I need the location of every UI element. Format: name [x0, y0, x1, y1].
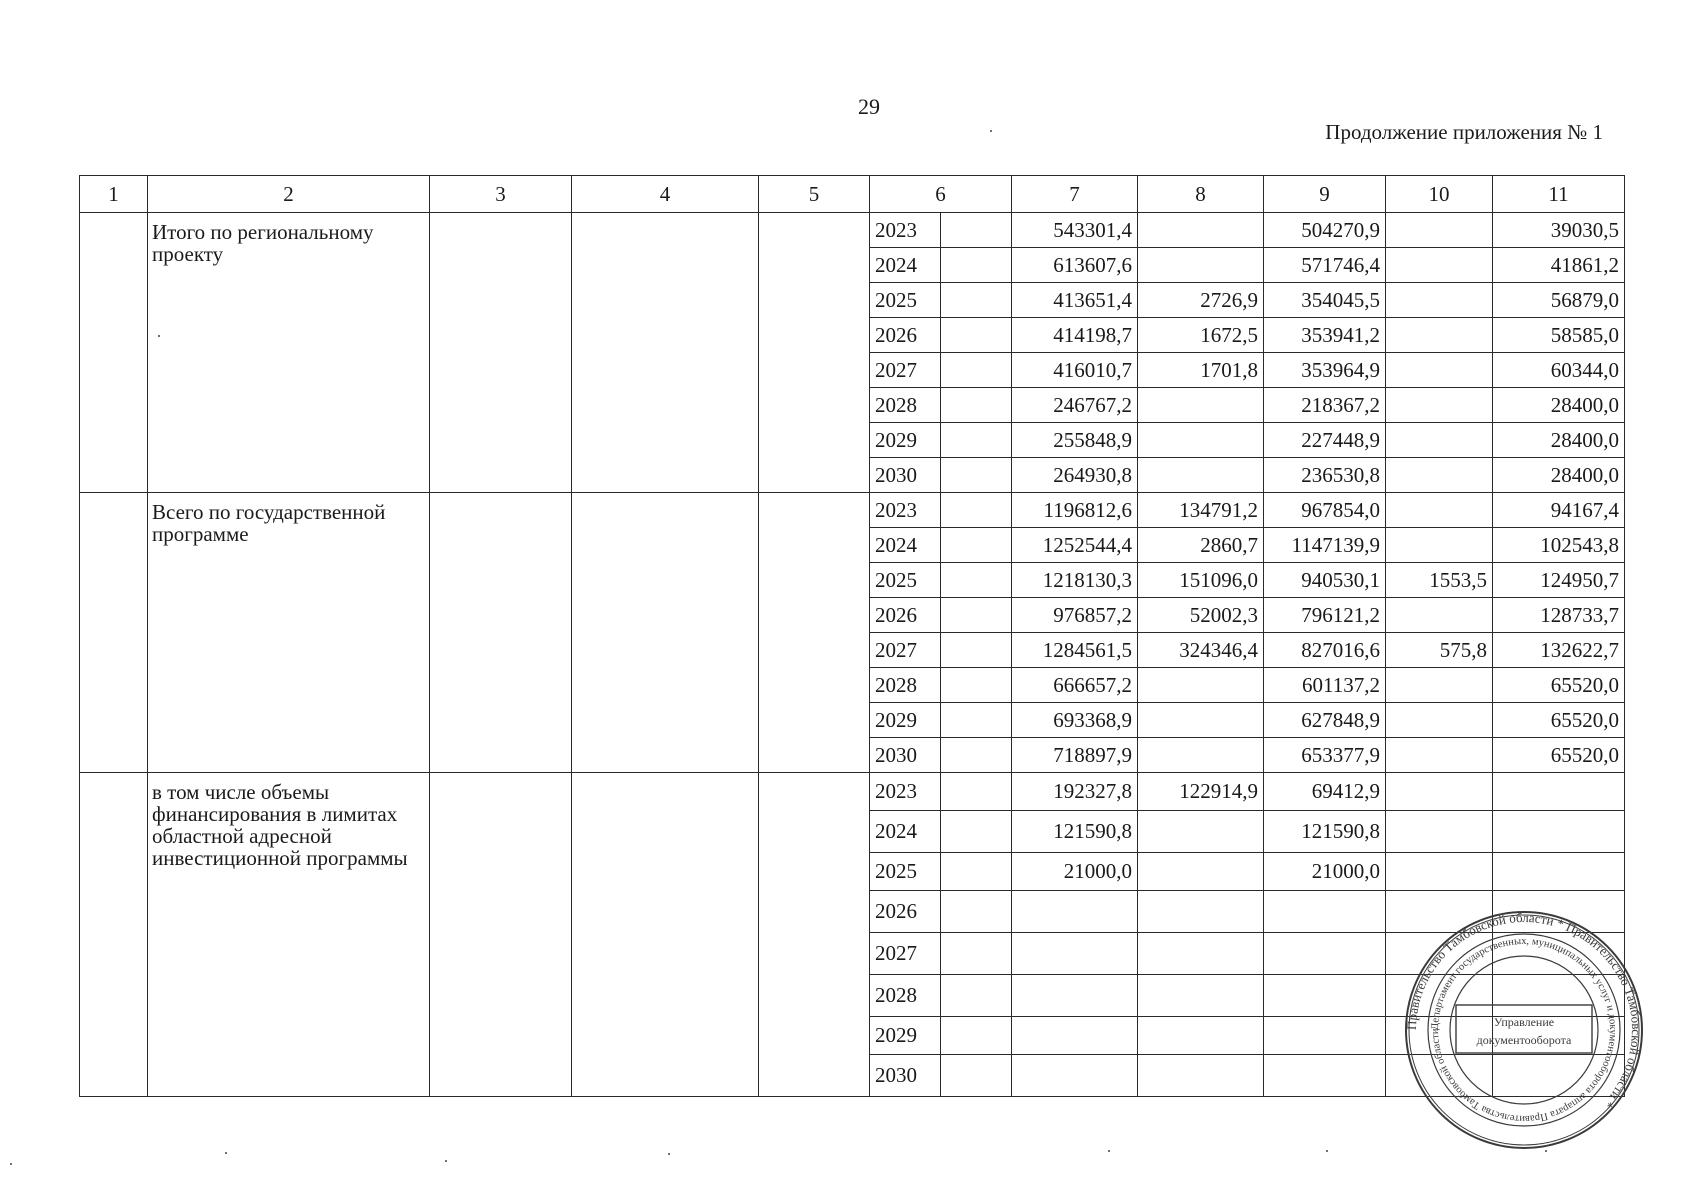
value-col9: 627848,9 — [1264, 703, 1386, 738]
value-col11: 102543,8 — [1493, 528, 1625, 563]
blank-cell — [941, 668, 1012, 703]
value-col10 — [1386, 598, 1493, 633]
year-cell: 2025 — [870, 283, 941, 318]
year-cell: 2028 — [870, 388, 941, 423]
value-col10: 1553,5 — [1386, 563, 1493, 598]
value-col7 — [1012, 1055, 1138, 1097]
value-col7: 414198,7 — [1012, 318, 1138, 353]
value-col10 — [1386, 213, 1493, 248]
value-col11: 65520,0 — [1493, 668, 1625, 703]
value-col8 — [1138, 975, 1264, 1017]
col-header-2: 2 — [148, 176, 430, 213]
col3-cell — [430, 213, 572, 493]
stamp-center-line-2: документооборота — [1476, 1033, 1572, 1047]
value-col11: 60344,0 — [1493, 353, 1625, 388]
section-label: Всего по государственной программе — [148, 493, 430, 773]
value-col10: 575,8 — [1386, 633, 1493, 668]
value-col9 — [1264, 933, 1386, 975]
value-col9: 967854,0 — [1264, 493, 1386, 528]
blank-cell — [941, 528, 1012, 563]
value-col7 — [1012, 933, 1138, 975]
blank-cell — [941, 458, 1012, 493]
year-cell: 2024 — [870, 528, 941, 563]
appendix-continuation-note: Продолжение приложения № 1 — [1325, 120, 1603, 144]
blank-cell — [941, 738, 1012, 773]
value-col7: 1196812,6 — [1012, 493, 1138, 528]
value-col7: 1218130,3 — [1012, 563, 1138, 598]
value-col7: 264930,8 — [1012, 458, 1138, 493]
value-col8 — [1138, 933, 1264, 975]
value-col11: 65520,0 — [1493, 703, 1625, 738]
value-col7: 976857,2 — [1012, 598, 1138, 633]
year-cell: 2029 — [870, 423, 941, 458]
value-col11: 124950,7 — [1493, 563, 1625, 598]
table-row — [80, 213, 1625, 248]
value-col10 — [1386, 493, 1493, 528]
value-col11 — [1493, 853, 1625, 891]
value-col7 — [1012, 891, 1138, 933]
value-col9 — [1264, 975, 1386, 1017]
blank-cell — [941, 633, 1012, 668]
value-col7: 666657,2 — [1012, 668, 1138, 703]
value-col8 — [1138, 248, 1264, 283]
table-row — [80, 493, 1625, 528]
year-cell: 2026 — [870, 891, 941, 933]
value-col11: 128733,7 — [1493, 598, 1625, 633]
col1-cell — [80, 213, 148, 493]
value-col8 — [1138, 738, 1264, 773]
page-number: 29 — [858, 94, 880, 119]
value-col7: 192327,8 — [1012, 773, 1138, 811]
value-col7: 718897,9 — [1012, 738, 1138, 773]
value-col7 — [1012, 975, 1138, 1017]
col-header-7: 7 — [1012, 176, 1138, 213]
value-col9: 601137,2 — [1264, 668, 1386, 703]
value-col8: 151096,0 — [1138, 563, 1264, 598]
value-col9: 69412,9 — [1264, 773, 1386, 811]
value-col8 — [1138, 811, 1264, 853]
value-col10 — [1386, 811, 1493, 853]
blank-cell — [941, 563, 1012, 598]
value-col7: 613607,6 — [1012, 248, 1138, 283]
value-col9: 21000,0 — [1264, 853, 1386, 891]
blank-cell — [941, 933, 1012, 975]
value-col10 — [1386, 528, 1493, 563]
value-col7: 1252544,4 — [1012, 528, 1138, 563]
value-col7: 693368,9 — [1012, 703, 1138, 738]
value-col7: 255848,9 — [1012, 423, 1138, 458]
blank-cell — [941, 853, 1012, 891]
blank-cell — [941, 213, 1012, 248]
blank-cell — [941, 283, 1012, 318]
value-col9: 1147139,9 — [1264, 528, 1386, 563]
year-cell: 2028 — [870, 668, 941, 703]
value-col11: 94167,4 — [1493, 493, 1625, 528]
value-col8: 122914,9 — [1138, 773, 1264, 811]
funding-table — [79, 175, 1625, 1097]
value-col7: 416010,7 — [1012, 353, 1138, 388]
value-col11: 56879,0 — [1493, 283, 1625, 318]
value-col10 — [1386, 458, 1493, 493]
value-col10 — [1386, 773, 1493, 811]
value-col7: 543301,4 — [1012, 213, 1138, 248]
value-col8: 52002,3 — [1138, 598, 1264, 633]
value-col8 — [1138, 853, 1264, 891]
year-cell: 2030 — [870, 738, 941, 773]
funding-table-body — [80, 176, 1625, 1097]
value-col9: 571746,4 — [1264, 248, 1386, 283]
value-col11: 28400,0 — [1493, 388, 1625, 423]
year-cell: 2027 — [870, 353, 941, 388]
value-col8: 324346,4 — [1138, 633, 1264, 668]
value-col10 — [1386, 388, 1493, 423]
value-col8 — [1138, 388, 1264, 423]
year-cell: 2030 — [870, 458, 941, 493]
blank-cell — [941, 388, 1012, 423]
value-col11: 28400,0 — [1493, 423, 1625, 458]
value-col8 — [1138, 1017, 1264, 1055]
year-cell: 2023 — [870, 493, 941, 528]
col-header-9: 9 — [1264, 176, 1386, 213]
value-col10 — [1386, 283, 1493, 318]
blank-cell — [941, 493, 1012, 528]
value-col8: 1701,8 — [1138, 353, 1264, 388]
blank-cell — [941, 598, 1012, 633]
blank-cell — [941, 1017, 1012, 1055]
value-col7: 246767,2 — [1012, 388, 1138, 423]
value-col9 — [1264, 1055, 1386, 1097]
value-col8 — [1138, 213, 1264, 248]
blank-cell — [941, 975, 1012, 1017]
col4-cell — [572, 493, 759, 773]
col-header-8: 8 — [1138, 176, 1264, 213]
blank-cell — [941, 248, 1012, 283]
value-col8 — [1138, 891, 1264, 933]
value-col8: 2726,9 — [1138, 283, 1264, 318]
value-col10 — [1386, 318, 1493, 353]
value-col11 — [1493, 773, 1625, 811]
col1-cell — [80, 493, 148, 773]
value-col7: 1284561,5 — [1012, 633, 1138, 668]
blank-cell — [941, 423, 1012, 458]
value-col7: 121590,8 — [1012, 811, 1138, 853]
value-col9: 353941,2 — [1264, 318, 1386, 353]
value-col9: 121590,8 — [1264, 811, 1386, 853]
value-col11: 28400,0 — [1493, 458, 1625, 493]
year-cell: 2028 — [870, 975, 941, 1017]
col3-cell — [430, 493, 572, 773]
col-header-3: 3 — [430, 176, 572, 213]
value-col9 — [1264, 891, 1386, 933]
value-col8 — [1138, 458, 1264, 493]
stamp-middle-text: Департамент государственных, муниципальных услуг и документооборота аппарата Правительства Тамбовской области — [1429, 935, 1619, 1125]
value-col8: 2860,7 — [1138, 528, 1264, 563]
value-col8 — [1138, 423, 1264, 458]
value-col10 — [1386, 248, 1493, 283]
stamp-outer-text: Правительство Тамбовской области * Правительство Тамбовской области * — [1404, 910, 1644, 1112]
value-col9: 653377,9 — [1264, 738, 1386, 773]
year-cell: 2025 — [870, 853, 941, 891]
value-col11: 58585,0 — [1493, 318, 1625, 353]
value-col9: 354045,5 — [1264, 283, 1386, 318]
value-col9 — [1264, 1017, 1386, 1055]
value-col10 — [1386, 703, 1493, 738]
value-col9: 227448,9 — [1264, 423, 1386, 458]
value-col9: 796121,2 — [1264, 598, 1386, 633]
col1-cell — [80, 773, 148, 1097]
section-label: в том числе объемы финансирования в лимитах областной адресной инвестиционной программы — [148, 773, 430, 1097]
year-cell: 2030 — [870, 1055, 941, 1097]
year-cell: 2023 — [870, 213, 941, 248]
col-header-4: 4 — [572, 176, 759, 213]
value-col8 — [1138, 1055, 1264, 1097]
blank-cell — [941, 811, 1012, 853]
year-cell: 2025 — [870, 563, 941, 598]
col-header-1: 1 — [80, 176, 148, 213]
year-cell: 2024 — [870, 248, 941, 283]
value-col8 — [1138, 703, 1264, 738]
col5-cell — [759, 773, 870, 1097]
section-label: Итого по региональному проекту — [148, 213, 430, 493]
col4-cell — [572, 773, 759, 1097]
year-cell: 2029 — [870, 703, 941, 738]
value-col9: 940530,1 — [1264, 563, 1386, 598]
value-col7: 413651,4 — [1012, 283, 1138, 318]
value-col11 — [1493, 811, 1625, 853]
col5-cell — [759, 213, 870, 493]
blank-cell — [941, 703, 1012, 738]
value-col10 — [1386, 423, 1493, 458]
col5-cell — [759, 493, 870, 773]
value-col7 — [1012, 1017, 1138, 1055]
value-col10 — [1386, 853, 1493, 891]
value-col8 — [1138, 668, 1264, 703]
year-cell: 2024 — [870, 811, 941, 853]
value-col11: 65520,0 — [1493, 738, 1625, 773]
value-col9: 504270,9 — [1264, 213, 1386, 248]
value-col8: 1672,5 — [1138, 318, 1264, 353]
value-col10 — [1386, 668, 1493, 703]
value-col10 — [1386, 738, 1493, 773]
col-header-5: 5 — [759, 176, 870, 213]
blank-cell — [941, 891, 1012, 933]
value-col7: 21000,0 — [1012, 853, 1138, 891]
value-col9: 236530,8 — [1264, 458, 1386, 493]
col-header-10: 10 — [1386, 176, 1493, 213]
blank-cell — [941, 1055, 1012, 1097]
year-cell: 2026 — [870, 598, 941, 633]
year-cell: 2029 — [870, 1017, 941, 1055]
col-header-11: 11 — [1493, 176, 1625, 213]
year-cell: 2026 — [870, 318, 941, 353]
value-col8: 134791,2 — [1138, 493, 1264, 528]
value-col9: 218367,2 — [1264, 388, 1386, 423]
blank-cell — [941, 773, 1012, 811]
col-header-6: 6 — [870, 176, 1012, 213]
year-cell: 2027 — [870, 933, 941, 975]
table-row — [80, 773, 1625, 811]
col4-cell — [572, 213, 759, 493]
value-col9: 827016,6 — [1264, 633, 1386, 668]
year-cell: 2023 — [870, 773, 941, 811]
column-number-row — [80, 176, 1625, 213]
blank-cell — [941, 353, 1012, 388]
stamp-center-line-1: Управление — [1493, 1015, 1555, 1029]
col3-cell — [430, 773, 572, 1097]
value-col11: 41861,2 — [1493, 248, 1625, 283]
blank-cell — [941, 318, 1012, 353]
official-stamp-seal — [1404, 910, 1644, 1150]
value-col10 — [1386, 353, 1493, 388]
year-cell: 2027 — [870, 633, 941, 668]
value-col9: 353964,9 — [1264, 353, 1386, 388]
value-col11: 132622,7 — [1493, 633, 1625, 668]
value-col11: 39030,5 — [1493, 213, 1625, 248]
